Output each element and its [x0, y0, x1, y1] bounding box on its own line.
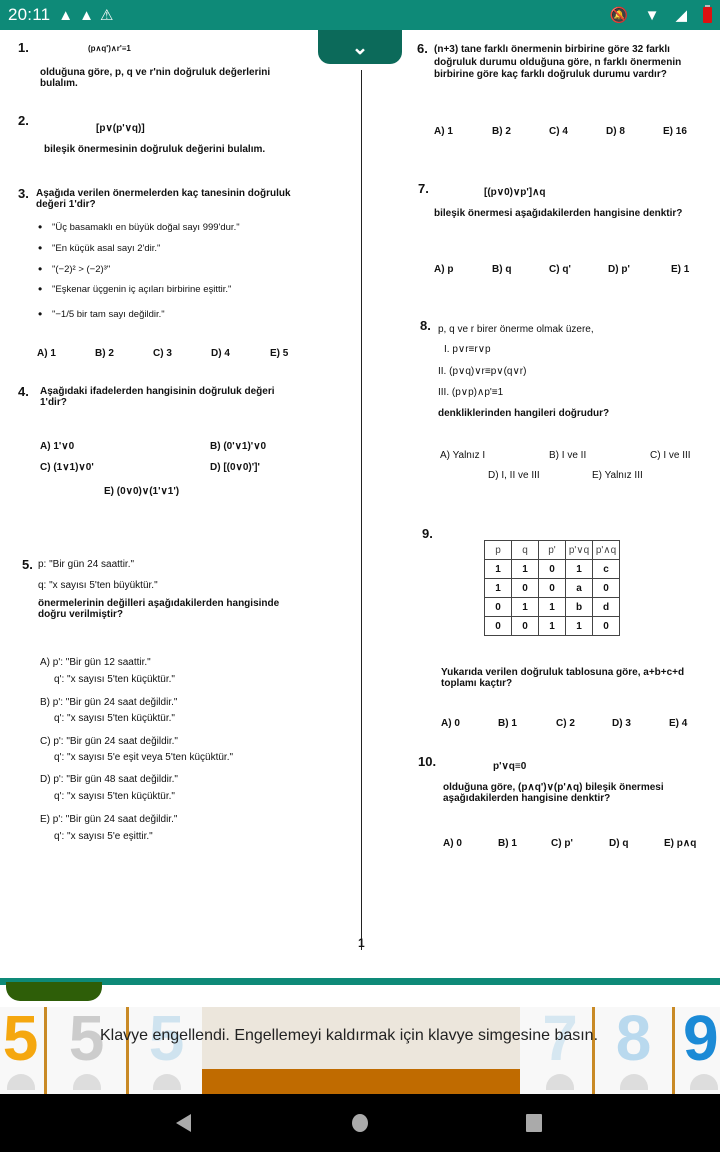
option-a[interactable]: A) 0	[443, 838, 462, 849]
toast-message: Klavye engellendi. Engellemeyi kaldırmak için klavye simgesine basın.	[100, 1027, 599, 1044]
table-cell: a	[566, 579, 593, 598]
question-4-option-c[interactable]: C) (1∨1)∨0'	[40, 462, 94, 473]
question-8-item-1: I. p∨r≡r∨p	[444, 344, 491, 355]
mute-icon: 🔕	[609, 7, 629, 24]
question-5-text: önermelerinin değilleri aşağıdakilerden hangisinde doğru verilmiştir?	[38, 598, 280, 620]
question-5-option-c-sub: q': "x sayısı 5'e eşit veya 5'ten küçüktür."	[54, 752, 234, 763]
table-cell: d	[593, 598, 620, 617]
question-5-option-c[interactable]: C) p': "Bir gün 24 saat değildir."	[40, 736, 178, 747]
table-cell: 0	[539, 560, 566, 579]
question-5-option-b-sub: q': "x sayısı 5'ten küçüktür."	[54, 713, 175, 724]
question-4-option-e[interactable]: E) (0∨0)∨(1'∨1')	[104, 486, 180, 497]
table-header-cell: p'	[539, 541, 566, 560]
table-header-cell: p'∧q	[593, 541, 620, 560]
question-3-bullet: • "En küçük asal sayı 2'dir."	[52, 243, 160, 254]
number-tile[interactable]	[126, 1002, 204, 1094]
table-cell: 1	[539, 598, 566, 617]
tile-digit: 5	[68, 1002, 105, 1074]
question-3-bullet: • "−1/5 bir tam sayı değildir."	[52, 309, 165, 320]
option-b[interactable]: B) 2	[95, 348, 114, 359]
number-tile[interactable]	[0, 1002, 44, 1094]
table-cell: b	[566, 598, 593, 617]
table-row	[485, 579, 620, 598]
table-cell: 0	[593, 579, 620, 598]
option-d[interactable]: D) q	[609, 838, 629, 849]
question-6-text: (n+3) tane farklı önermenin birbirine göre 32 farklı doğruluk durumu olduğuna göre, n farklı önermenin birbirine göre kaç farklı doğruluk durumu vardır?	[434, 44, 682, 80]
table-cell: 1	[566, 560, 593, 579]
snapchat-icon: ▲	[79, 6, 94, 24]
option-e[interactable]: E) 5	[270, 348, 289, 359]
table-cell: 0	[593, 617, 620, 636]
warning-icon: ⚠	[100, 7, 114, 24]
option-b[interactable]: B) 1	[498, 838, 517, 849]
option-b[interactable]: B) 1	[498, 718, 517, 729]
question-7-formula: [(p∨0)∨p']∧q	[484, 187, 546, 198]
number-tile[interactable]	[44, 1002, 126, 1094]
question-10-formula: p'∨q≡0	[493, 761, 527, 772]
question-6-number: 6.	[417, 41, 428, 56]
number-tile[interactable]	[672, 1002, 720, 1094]
question-5-option-e[interactable]: E) p': "Bir gün 24 saat değildir."	[40, 814, 178, 825]
option-d[interactable]: D) p'	[608, 264, 630, 275]
table-header-cell: p	[485, 541, 512, 560]
question-7-number: 7.	[418, 181, 429, 196]
tile-digit: 5	[2, 1002, 39, 1074]
question-5-option-a[interactable]: A) p': "Bir gün 12 saattir."	[40, 657, 151, 668]
question-4-option-a[interactable]: A) 1'∨0	[40, 441, 75, 452]
table-cell: 0	[485, 598, 512, 617]
question-5-option-d[interactable]: D) p': "Bir gün 48 saat değildir."	[40, 774, 178, 785]
tile-digit: 5	[148, 1002, 185, 1074]
table-cell: 1	[566, 617, 593, 636]
question-3-options	[37, 348, 310, 359]
app-divider-bar	[0, 978, 720, 985]
table-cell: 0	[539, 579, 566, 598]
option-e[interactable]: E) 16	[663, 126, 687, 137]
clock: 20:11	[8, 5, 51, 24]
question-3-text: Aşağıda verilen önermelerden kaç tanesinin doğruluk değeri 1'dir?	[36, 188, 291, 210]
question-4-option-d[interactable]: D) [(0∨0)']'	[210, 462, 260, 473]
question-5-option-d-sub: q': "x sayısı 5'ten küçüktür."	[54, 791, 175, 802]
table-header-cell: q	[512, 541, 539, 560]
table-header-cell: p'∨q	[566, 541, 593, 560]
question-6-options	[434, 126, 703, 137]
app-header-band	[0, 985, 720, 1007]
question-10-number: 10.	[418, 754, 437, 769]
question-8-option-a[interactable]: A) Yalnız I	[440, 450, 486, 461]
option-a[interactable]: A) p	[434, 264, 454, 275]
option-e[interactable]: E) p∧q	[664, 838, 697, 849]
question-4-option-b[interactable]: B) (0'∨1)'∨0	[210, 441, 267, 452]
truth-table	[484, 540, 620, 636]
option-c[interactable]: C) 3	[153, 348, 172, 359]
option-c[interactable]: C) q'	[549, 264, 571, 275]
question-10-text: olduğuna göre, (p∧q')∨(p'∧q) bileşik önermesi aşağıdakilerden hangisine denktir?	[443, 782, 664, 804]
question-9-text: Yukarıda verilen doğruluk tablosuna göre, a+b+c+d toplamı kaçtır?	[441, 667, 685, 689]
question-2-number: 2.	[18, 113, 29, 128]
option-d[interactable]: D) 8	[606, 126, 625, 137]
option-c[interactable]: C) 4	[549, 126, 568, 137]
question-8-item-2: II. (p∨q)∨r≡p∨(q∨r)	[438, 366, 527, 377]
question-3-number: 3.	[18, 186, 29, 201]
keyboard-blocked-toast	[202, 1007, 522, 1094]
tile-digit: 7	[542, 1002, 578, 1074]
option-d[interactable]: D) 3	[612, 718, 631, 729]
question-5-option-b[interactable]: B) p': "Bir gün 24 saat değildir."	[40, 697, 178, 708]
option-b[interactable]: B) 2	[492, 126, 511, 137]
battery-icon	[703, 7, 712, 23]
question-5-q: q: "x sayısı 5'ten büyüktür."	[38, 580, 158, 591]
chevron-down-icon: ⌄	[351, 36, 369, 59]
tile-digit: 8	[615, 1002, 652, 1074]
number-tile[interactable]	[520, 1002, 600, 1094]
question-8-text: p, q ve r birer önerme olmak üzere,	[438, 324, 594, 335]
table-row	[485, 560, 620, 579]
option-a[interactable]: A) 1	[37, 348, 56, 359]
question-1-number: 1.	[18, 40, 29, 55]
recents-icon[interactable]	[526, 1114, 542, 1132]
question-9-options	[441, 718, 699, 729]
snapchat-icon: ▲	[58, 6, 74, 24]
table-header-row	[485, 541, 620, 560]
table-cell: 1	[485, 560, 512, 579]
question-8-option-d[interactable]: D) I, II ve III	[488, 470, 540, 481]
question-5-option-e-sub: q': "x sayısı 5'e eşittir."	[54, 831, 153, 842]
question-1-text: olduğuna göre, p, q ve r'nin doğruluk değerlerini bulalım.	[40, 67, 271, 89]
back-icon[interactable]	[176, 1114, 191, 1132]
wifi-icon: ▼	[644, 6, 660, 24]
option-c[interactable]: C) p'	[551, 838, 573, 849]
question-8-item-3: III. (p∨p)∧p'≡1	[438, 387, 504, 398]
question-10-options	[443, 838, 706, 849]
question-2-formula: [p∨(p'∨q)]	[96, 123, 145, 134]
table-cell: 0	[485, 617, 512, 636]
option-c[interactable]: C) 2	[556, 718, 575, 729]
table-cell: 1	[539, 617, 566, 636]
table-cell: 0	[512, 579, 539, 598]
question-1-formula: (p∧q')∧r'≡1	[88, 44, 131, 53]
question-7-text: bileşik önermesi aşağıdakilerden hangisine denktir?	[434, 208, 683, 219]
question-4-text: Aşağıdaki ifadelerden hangisinin doğruluk değeri 1'dir?	[40, 386, 275, 408]
table-row	[485, 598, 620, 617]
option-e[interactable]: E) 4	[669, 718, 688, 729]
number-tile[interactable]	[592, 1002, 672, 1094]
status-bar	[0, 0, 720, 30]
question-8-number: 8.	[420, 318, 431, 333]
question-3-bullet: • "(−2)² > (−2)³"	[52, 264, 110, 275]
question-8-option-b[interactable]: B) I ve II	[549, 450, 587, 461]
question-7-options	[434, 264, 701, 275]
question-8-option-e[interactable]: E) Yalnız III	[592, 470, 643, 481]
collapse-toolbar-button[interactable]	[318, 30, 402, 64]
signal-icon: ◢	[675, 7, 687, 24]
question-8-option-c[interactable]: C) I ve III	[650, 450, 691, 461]
question-5-p: p: "Bir gün 24 saattir."	[38, 559, 135, 570]
option-e[interactable]: E) 1	[671, 264, 690, 275]
page-number: 1	[358, 936, 365, 950]
table-cell: 1	[485, 579, 512, 598]
question-4-number: 4.	[18, 384, 29, 399]
table-row	[485, 617, 620, 636]
question-8-question: denkliklerinden hangileri doğrudur?	[438, 408, 610, 419]
question-3-bullet: • "Eşkenar üçgenin iç açıları birbirine eşittir."	[52, 284, 231, 295]
table-cell: 1	[512, 560, 539, 579]
column-divider	[361, 70, 362, 950]
option-a[interactable]: A) 0	[441, 718, 460, 729]
table-cell: 1	[512, 598, 539, 617]
question-5-option-a-sub: q': "x sayısı 5'ten küçüktür."	[54, 674, 175, 685]
option-b[interactable]: B) q	[492, 264, 512, 275]
table-cell: c	[593, 560, 620, 579]
home-icon[interactable]	[352, 1114, 368, 1132]
question-2-text: bileşik önermesinin doğruluk değerini bulalım.	[44, 144, 266, 155]
app-green-button[interactable]	[6, 982, 102, 1001]
option-d[interactable]: D) 4	[211, 348, 230, 359]
question-3-bullet: • "Üç basamaklı en büyük doğal sayı 999'dur."	[52, 222, 240, 233]
question-5-number: 5.	[22, 557, 33, 572]
option-a[interactable]: A) 1	[434, 126, 453, 137]
question-9-number: 9.	[422, 526, 433, 541]
document-page[interactable]	[0, 30, 720, 978]
table-cell: 0	[512, 617, 539, 636]
tile-digit: 9	[683, 1002, 719, 1074]
